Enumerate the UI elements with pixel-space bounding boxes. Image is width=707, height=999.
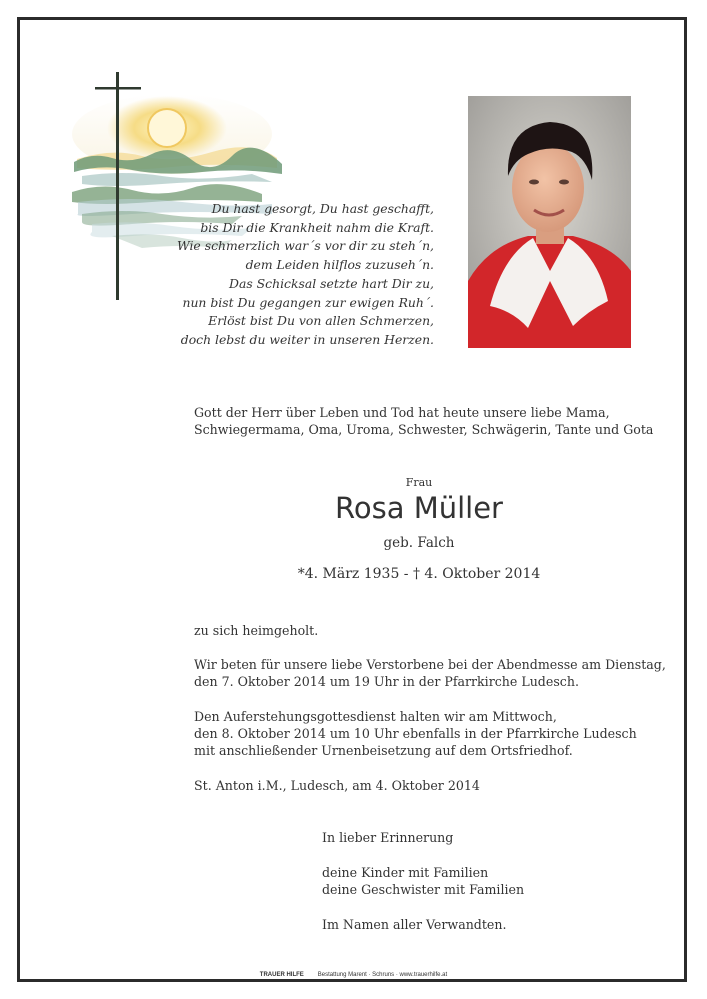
footer-brand: TRAUER HILFE [259,972,304,978]
place-date: St. Anton i.M., Ludesch, am 4. Oktober 2014 [194,778,480,793]
portrait-photo [468,96,631,348]
evening-mass-line: Wir beten für unsere liebe Verstorbene bei der Abendmesse am Dienstag, [194,657,666,672]
poem-line: Erlöst bist Du von allen Schmerzen, [208,313,434,329]
intro-line: Schwiegermama, Oma, Uroma, Schwester, Schwägerin, Tante und Gota [194,422,654,437]
intro-line: Gott der Herr über Leben und Tod hat heute unsere liebe Mama, [194,405,610,420]
poem-line: dem Leiden hilflos zuzuseh´n. [245,257,434,273]
poem-line: Wie schmerzlich war´s vor dir zu steh´n, [176,238,434,254]
poem [150,200,434,350]
poem-line: Du hast gesorgt, Du hast geschafft, [211,201,434,216]
remembrance-text: In lieber Erinnerung [322,830,454,845]
funeral-line: mit anschließender Urnenbeisetzung auf dem Ortsfriedhof. [194,743,573,758]
funeral-line: den 8. Oktober 2014 um 10 Uhr ebenfalls in der Pfarrkirche Ludesch [194,726,637,741]
taken-home-text: zu sich heimgeholt. [194,623,319,638]
red-jacket [468,236,631,348]
deceased-name: Rosa Müller [335,491,503,525]
poem-line: nun bist Du gegangen zur ewigen Ruh´. [182,294,434,310]
maiden-name: geb. Falch [383,535,455,551]
family-line: deine Geschwister mit Familien [322,882,525,897]
poem-line: Das Schicksal setzte hart Dir zu, [229,275,434,291]
sun-shape [148,109,186,147]
evening-mass-line: den 7. Oktober 2014 um 19 Uhr in der Pfarrkirche Ludesch. [194,674,579,689]
funeral-line: Den Auferstehungsgottesdienst halten wir am Mittwoch, [194,709,557,724]
footer-info: Bestattung Marent · Schruns · www.trauerhilfe.at [317,972,448,978]
relatives-text: Im Namen aller Verwandten. [322,917,507,932]
salutation: Frau [405,476,433,489]
poem-line: bis Dir die Krankheit nahm die Kraft. [200,219,434,235]
footer [0,972,707,978]
poem-line: doch lebst du weiter in unseren Herzen. [180,331,434,347]
family-line: deine Kinder mit Familien [322,865,489,880]
life-dates: *4. März 1935 - † 4. Oktober 2014 [297,566,541,582]
